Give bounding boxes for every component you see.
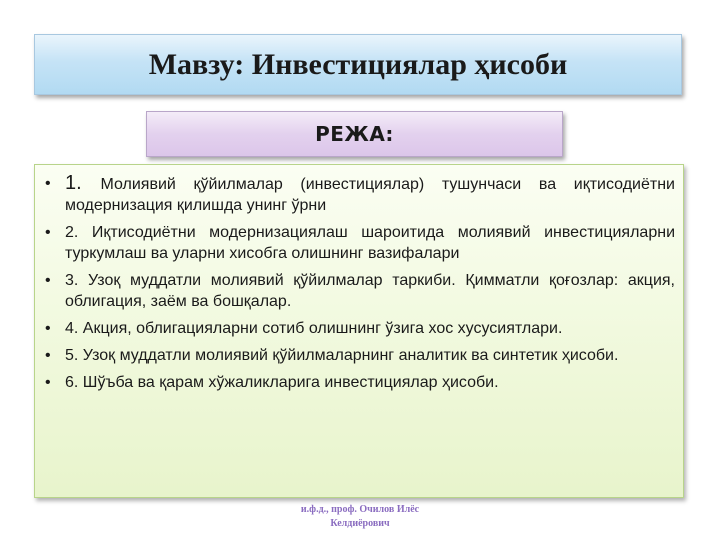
plan-item-6: [45, 372, 675, 393]
plan-list: [45, 173, 675, 393]
plan-item-text: Узоқ муддатли молиявий қўйилмаларнинг аналитик ва синтетик ҳисоби.: [82, 347, 619, 364]
author-patronymic-line: Келдиёрович: [330, 518, 390, 529]
plan-item-number: 6.: [65, 374, 83, 391]
plan-item-number: 3.: [65, 272, 89, 289]
slide-subtitle: РЕЖА:: [315, 122, 394, 146]
plan-item-number: 5.: [65, 347, 83, 364]
slide-title: Мавзу: Инвестициялар ҳисоби: [148, 47, 568, 81]
author-name-line: и.ф.д., проф. Очилов Илёс: [300, 504, 420, 515]
plan-item-text: Иқтисодиётни модернизациялаш шароитида молиявий инвестицияларни туркумлаш ва уларни хисобга олишнинг вазифалари: [65, 224, 676, 262]
plan-item-5: [45, 345, 675, 366]
plan-item-text: Молиявий қўйилмалар (инвестициялар) тушунчаси ва иқтисодиётни модернизация қилишда унинг ўрни: [65, 176, 675, 214]
plan-item-number: 4.: [65, 320, 83, 337]
plan-item-4: [45, 318, 675, 339]
plan-content-box: [34, 164, 684, 498]
plan-item-3: [45, 270, 675, 312]
plan-item-text: Шўъба ва қарам хўжаликларига инвестициялар ҳисоби.: [82, 374, 499, 391]
bullet-icon: •: [45, 224, 51, 241]
plan-item-1: [45, 173, 675, 216]
author-footer: [260, 503, 460, 531]
subtitle-banner: [146, 111, 563, 157]
plan-item-text: Узоқ муддатли молиявий қўйилмалар таркиби. Қимматли қоғозлар: акция, облигация, заём ва бошқалар.: [65, 272, 675, 310]
bullet-icon: •: [45, 374, 51, 391]
plan-item-number: 1.: [65, 172, 101, 194]
bullet-icon: •: [45, 272, 51, 289]
plan-item-text: Акция, облигацияларни сотиб олишнинг ўзига хос хусусиятлари.: [82, 320, 563, 337]
title-banner: [34, 34, 682, 95]
bullet-icon: •: [45, 347, 51, 364]
bullet-icon: •: [45, 175, 51, 192]
plan-item-2: [45, 222, 675, 264]
plan-item-number: 2.: [65, 224, 92, 241]
bullet-icon: •: [45, 320, 51, 337]
